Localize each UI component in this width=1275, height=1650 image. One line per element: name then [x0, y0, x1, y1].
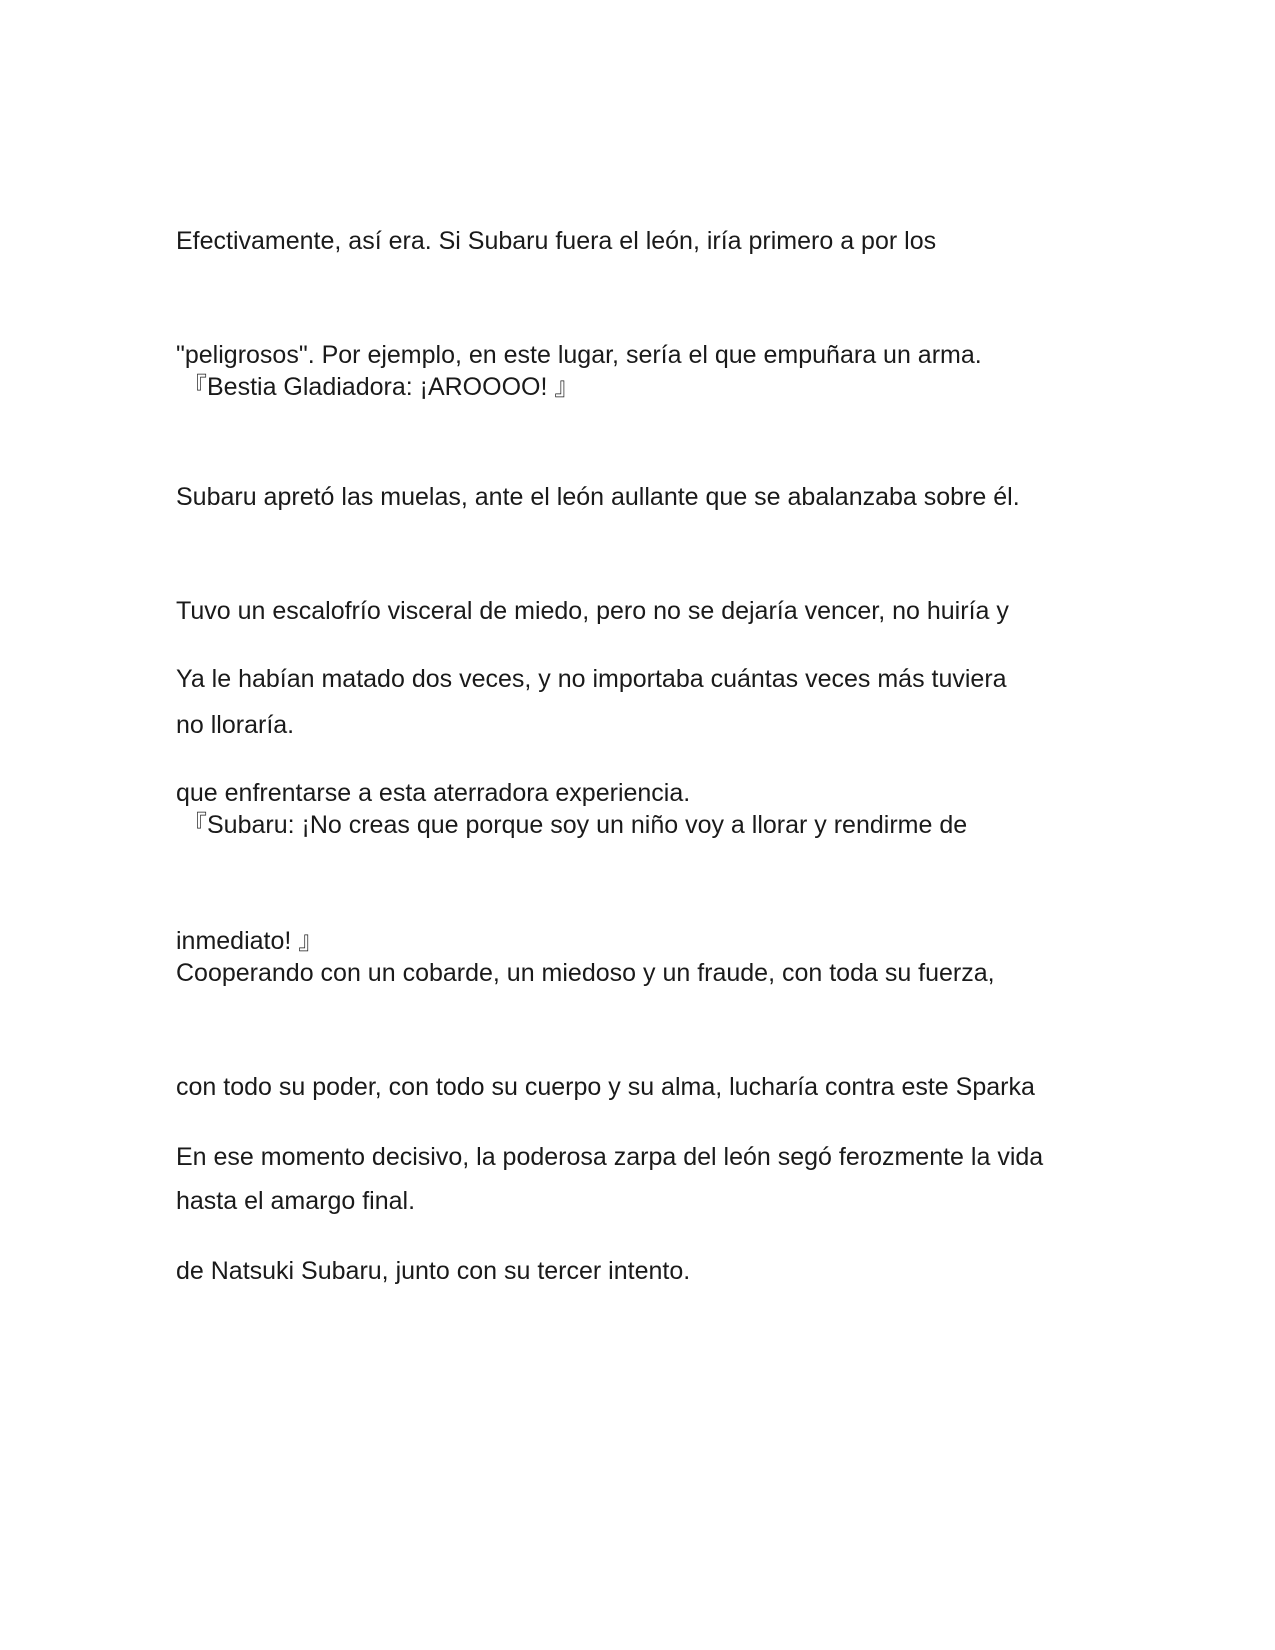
- paragraph-line: con todo su poder, con todo su cuerpo y su alma, lucharía contra este Sparka: [176, 1073, 1035, 1101]
- dialogue-line: 『Bestia Gladiadora: ¡AROOOO! 』: [182, 373, 580, 401]
- paragraph-line: que enfrentarse a esta aterradora experiencia.: [176, 779, 691, 807]
- paragraph-line: Cooperando con un cobarde, un miedoso y un fraude, con toda su fuerza,: [176, 959, 995, 987]
- paragraph-line: Tuvo un escalofrío visceral de miedo, pero no se dejaría vencer, no huiría y: [176, 597, 1009, 625]
- paragraph-5: [176, 1062, 1116, 1366]
- dialogue-line: inmediato! 』: [176, 927, 324, 955]
- paragraph-line: Efectivamente, así era. Si Subaru fuera el león, iría primero a por los: [176, 227, 937, 255]
- paragraph-line: "peligrosos". Por ejemplo, en este lugar, sería el que empuñara un arma.: [176, 341, 982, 369]
- paragraph-line: En ese momento decisivo, la poderosa zarpa del león segó ferozmente la vida: [176, 1143, 1044, 1171]
- paragraph-line: Subaru apretó las muelas, ante el león aullante que se abalanzaba sobre él.: [176, 483, 1020, 511]
- paragraph-line: Ya le habían matado dos veces, y no importaba cuántas veces más tuviera: [176, 665, 1007, 693]
- dialogue-line: 『Subaru: ¡No creas que porque soy un niño voy a llorar y rendirme de: [182, 811, 968, 839]
- paragraph-line: no lloraría.: [176, 711, 295, 739]
- paragraph-line: de Natsuki Subaru, junto con su tercer intento.: [176, 1257, 691, 1285]
- paragraph-line: hasta el amargo final.: [176, 1187, 416, 1215]
